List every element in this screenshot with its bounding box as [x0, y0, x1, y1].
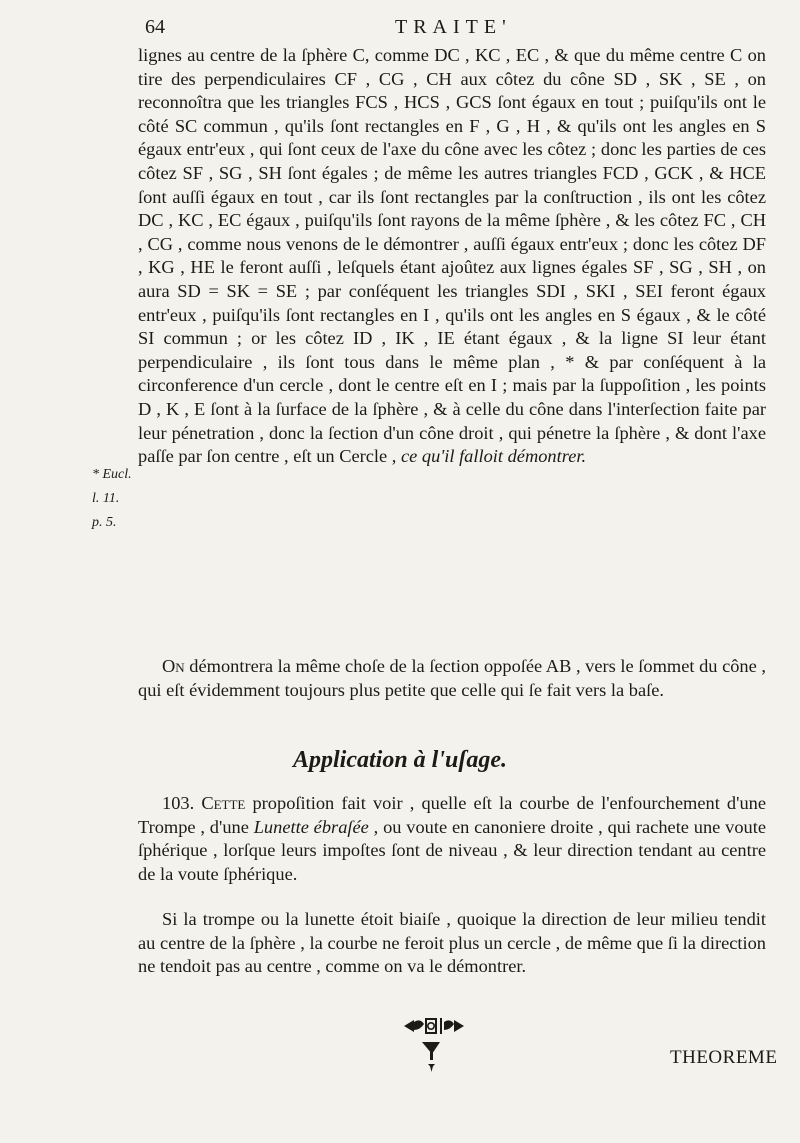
page-number: 64	[145, 16, 165, 38]
paragraph-proof-closing: ce qu'il falloit démontrer.	[401, 446, 587, 467]
paragraph-oblique-text: Si la trompe ou la lunette étoit biaiſe , quoique la direction de leur milieu tendit au centre de la ſphère , la courbe ne feroit plus un cercle , de même que ſi la direction ne tendoit pas au centre , comme on va le démontrer.	[138, 909, 766, 977]
section-heading: Application à l'uſage.	[292, 747, 507, 773]
italic-term: Lunette ébraſée	[253, 816, 369, 837]
margin-note-line-1: * Eucl. l. 11.	[92, 467, 132, 506]
paragraph-proof-text: lignes au centre de la ſphère C, comme DC , KC , EC , & que du même centre C on tire des perpendiculaires CF , CG , CH aux côtez du cône SD , SK , SE , on reconnoîtra que les triangles FCS , HCS , GCS ſont égaux en tout ; puiſqu'ils ont le côté SC commun , qu'ils ſont rectangles en F , G , H , & qu'ils ont les angles en S égaux entr'eux , qui ſont ceux de l'axe du cône avec les côtez ; donc les parties de ces côtez SF , SG , SH ſont égales ; de même les autres triangles FCD , GCK , & HCE ſont auſſi égaux en tout , car ils ſont rectangles par la conſtruction , ils ont les côtez DC , KC , EC égaux , puiſqu'ils ſont rayons de la même ſphère , & les côtez FC , CH , CG , comme nous venons de le démontrer , auſſi égaux entr'eux ; donc les côtez DF , KG , HE le feront auſſi , leſquels étant ajoûtez aux lignes égales SF , SG , SH , on aura SD = SK = SE ; par conſéquent les triangles SDI , SKI , SEI feront égaux entr'eux , puiſqu'ils ſont rectangles en I , qu'ils ont les angles en S égaux , & le côté SI commun ; or les côtez ID , IK , IE étant égaux , & la ligne SI leur étant perpendiculaire , ils ſont tous dans le même plan , * & par conſéquent à la circonference d'un cercle , dont le centre eſt en I ; mais par la ſuppoſition , les points D , K , E ſont à la ſurface de la ſphère , & à celle du cône dans l'interſection faite par leur pénetration , donc la ſection d'un cône droit , qui pénetre la ſphère , & dont l'axe paſſe par ſon centre , eſt un Cercle ,	[138, 45, 766, 467]
paragraph-number: 103.	[162, 793, 195, 813]
paragraph-application	[138, 792, 766, 886]
fleuron-ornament-icon	[400, 1012, 470, 1074]
paragraph-opposite-section	[138, 655, 766, 702]
catchword: THEOREME	[670, 1047, 778, 1068]
running-title: TRAITE'	[395, 16, 512, 38]
paragraph-application-text-a: propoſition fait voir , quelle eſt la courbe de l'enfourchement d'une Trompe , d'une	[138, 793, 766, 837]
paragraph-application-lead: Cette	[201, 793, 246, 813]
paragraph-opposite-text: démontrera la même choſe de la ſection oppoſée AB , vers le ſommet du cône , qui eſt évidemment toujours plus petite que celle qui ſe fait vers la baſe.	[138, 656, 766, 700]
paragraph-proof	[138, 44, 766, 469]
margin-note-reference	[92, 463, 142, 535]
margin-note-line-2: p. 5.	[92, 515, 117, 530]
page-header	[145, 16, 765, 44]
paragraph-application-text-b: , ou voute en canoniere droite , qui rachete une voute ſphérique , lorſque leurs impoſtes ſont de niveau , & leur direction tendant au centre de la voute ſphérique.	[138, 816, 767, 884]
paragraph-opposite-lead: On	[162, 656, 185, 676]
paragraph-oblique	[138, 908, 766, 979]
